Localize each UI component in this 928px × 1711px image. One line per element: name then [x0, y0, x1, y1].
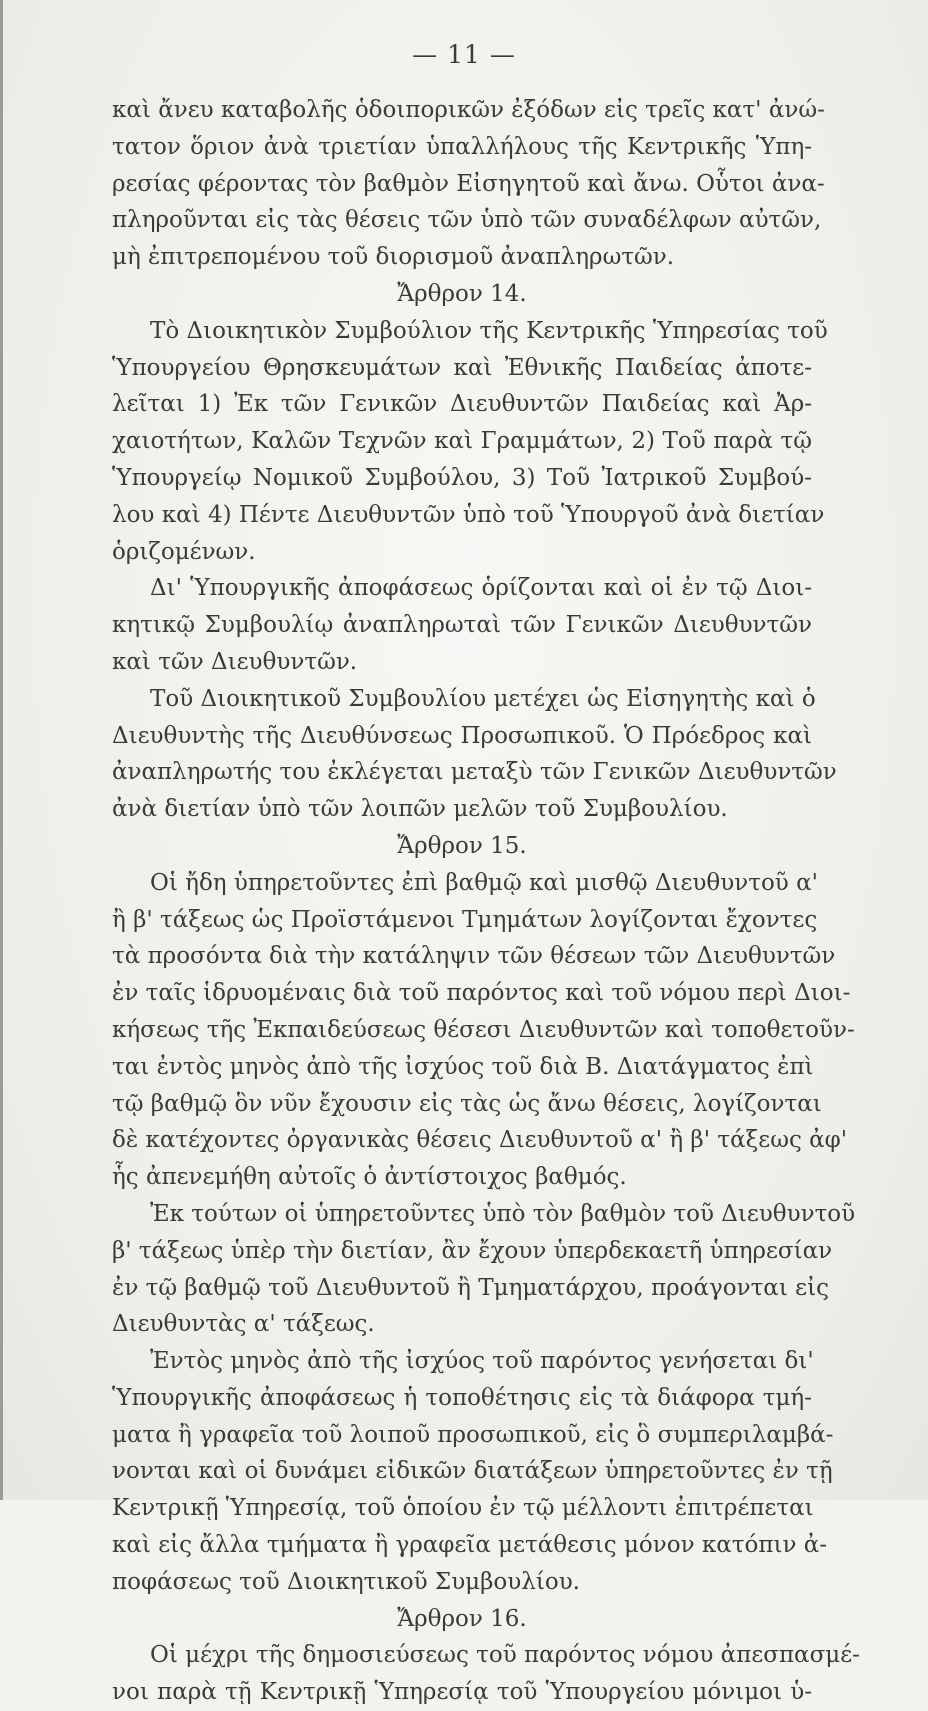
text-line: Ἐντὸς μηνὸς ἀπὸ τῆς ἰσχύος τοῦ παρόντος γενήσεται δι' [150, 1348, 814, 1375]
text-line: Οἱ μέχρι τῆς δημοσιεύσεως τοῦ παρόντος νόμου ἀπεσπασμέ- [150, 1642, 860, 1669]
text-line: ὁριζομένων. [112, 538, 256, 565]
text-line: καὶ ἄνευ καταβολῆς ὁδοιπορικῶν ἐξόδων εἰς τρεῖς κατ' ἀνώ- [112, 97, 825, 123]
text-line: ρεσίας φέροντας τὸν βαθμὸν Εἰσηγητοῦ καὶ ἄνω. Οὗτοι ἀνα- [112, 170, 825, 197]
text-line: Ἐκ τούτων οἱ ὑπηρετοῦντες ὑπὸ τὸν βαθμὸν τοῦ Διευθυντοῦ [150, 1200, 856, 1227]
text-line: κητικῷ Συμβουλίῳ ἀναπληρωταὶ τῶν Γενικῶν Διευθυντῶν [112, 612, 812, 639]
page-number: — 11 — [412, 40, 516, 69]
text-line: ἐν ταῖς ἱδρυομέναις διὰ τοῦ παρόντος καὶ τοῦ νόμου περὶ Διοι- [112, 980, 851, 1007]
text-line: κήσεως τῆς Ἐκπαιδεύσεως θέσεσι Διευθυντῶν καὶ τοποθετοῦν- [112, 1016, 855, 1043]
text-line: νονται καὶ οἱ δυνάμει εἰδικῶν διατάξεων ὑπηρετοῦντες ἐν τῇ [112, 1458, 833, 1485]
text-line: ματα ἢ γραφεῖα τοῦ λοιποῦ προσωπικοῦ, εἰς ὃ συμπεριλαμβά- [112, 1421, 834, 1448]
text-line: τῷ βαθμῷ ὃν νῦν ἔχουσιν εἰς τὰς ὡς ἄνω θέσεις, λογίζονται [112, 1090, 822, 1117]
text-line: καὶ εἰς ἄλλα τμήματα ἢ γραφεῖα μετάθεσις μόνον κατόπιν ἀ- [112, 1532, 828, 1559]
text-line: λου καὶ 4) Πέντε Διευθυντῶν ὑπὸ τοῦ Ὑπουργοῦ ἀνὰ διετίαν [112, 501, 825, 528]
text-line: Οἱ ἤδη ὑπηρετοῦντες ἐπὶ βαθμῷ καὶ μισθῷ Διευθυντοῦ α' [150, 869, 818, 896]
text-line: τὰ προσόντα διὰ τὴν κατάληψιν τῶν θέσεων τῶν Διευθυντῶν [112, 943, 836, 970]
text-line: ποφάσεως τοῦ Διοικητικοῦ Συμβουλίου. [112, 1568, 580, 1595]
text-line: β' τάξεως ὑπὲρ τὴν διετίαν, ἂν ἔχουν ὑπερδεκαετῆ ὑπηρεσίαν [112, 1237, 833, 1264]
text-line: Ὑπουργείῳ Νομικοῦ Συμβούλου, 3) Τοῦ Ἰατρικοῦ Συμβού- [112, 464, 812, 491]
text-line: ἐν τῷ βαθμῷ τοῦ Διευθυντοῦ ἢ Τμηματάρχου, προάγονται εἰς [112, 1274, 829, 1301]
text-line: Δι' Ὑπουργικῆς ἀποφάσεως ὁρίζονται καὶ οἱ ἐν τῷ Διοι- [150, 575, 812, 602]
text-line: Ὑπουργικῆς ἀποφάσεως ἡ τοποθέτησις εἰς τὰ διάφορα τμή- [112, 1384, 812, 1411]
text-line: καὶ τῶν Διευθυντῶν. [112, 648, 358, 675]
text-line: Κεντρικῇ Ὑπηρεσίᾳ, τοῦ ὁποίου ἐν τῷ μέλλοντι ἐπιτρέπεται [112, 1495, 814, 1522]
text-line: ται ἐντὸς μηνὸς ἀπὸ τῆς ἰσχύος τοῦ διὰ Β. Διατάγματος ἐπὶ [112, 1053, 814, 1080]
article-heading: Ἄρθρον 14. [397, 280, 527, 307]
text-line: ἀνὰ διετίαν ὑπὸ τῶν λοιπῶν μελῶν τοῦ Συμβουλίου. [112, 796, 728, 823]
text-line: Τοῦ Διοικητικοῦ Συμβουλίου μετέχει ὡς Εἰσηγητὴς καὶ ὁ [150, 685, 816, 712]
text-line: τατον ὅριον ἀνὰ τριετίαν ὑπαλλήλους τῆς Κεντρικῆς Ὑπη- [112, 133, 812, 160]
text-line: Τὸ Διοικητικὸν Συμβούλιον τῆς Κεντρικῆς Ὑπηρεσίας τοῦ [150, 317, 828, 344]
text-line: Διευθυντὰς α' τάξεως. [112, 1311, 375, 1338]
article-heading: Ἄρθρον 16. [397, 1605, 527, 1632]
page-edge [0, 0, 3, 1500]
text-line: νοι παρὰ τῇ Κεντρικῇ Ὑπηρεσίᾳ τοῦ Ὑπουργείου μόνιμοι ὑ- [112, 1679, 812, 1706]
text-line: ἢ β' τάξεως ὡς Προϊστάμενοι Τμημάτων λογίζονται ἔχοντες [112, 906, 818, 933]
text-line: ἧς ἀπενεμήθη αὐτοῖς ὁ ἀντίστοιχος βαθμός. [112, 1164, 627, 1191]
text-line: Διευθυντὴς τῆς Διευθύνσεως Προσωπικοῦ. Ὁ Πρόεδρος καὶ [112, 722, 812, 749]
article-heading: Ἄρθρον 15. [397, 832, 527, 859]
text-line: μὴ ἐπιτρεπομένου τοῦ διορισμοῦ ἀναπληρωτῶν. [112, 244, 675, 271]
text-line: χαιοτήτων, Καλῶν Τεχνῶν καὶ Γραμμάτων, 2) Τοῦ παρὰ τῷ [112, 428, 812, 455]
text-line: δὲ κατέχοντες ὀργανικὰς θέσεις Διευθυντοῦ α' ἢ β' τάξεως ἀφ' [112, 1127, 848, 1154]
text-line: πληροῦνται εἰς τὰς θέσεις τῶν ὑπὸ τῶν συναδέλφων αὐτῶν, [112, 207, 822, 234]
text-line: ἀναπληρωτής του ἐκλέγεται μεταξὺ τῶν Γενικῶν Διευθυντῶν [112, 759, 837, 786]
body-text [112, 92, 860, 1711]
text-line: λεῖται 1) Ἐκ τῶν Γενικῶν Διευθυντῶν Παιδείας καὶ Ἀρ- [112, 391, 812, 418]
text-line: Ὑπουργείου Θρησκευμάτων καὶ Ἐθνικῆς Παιδείας ἀποτε- [112, 354, 812, 381]
